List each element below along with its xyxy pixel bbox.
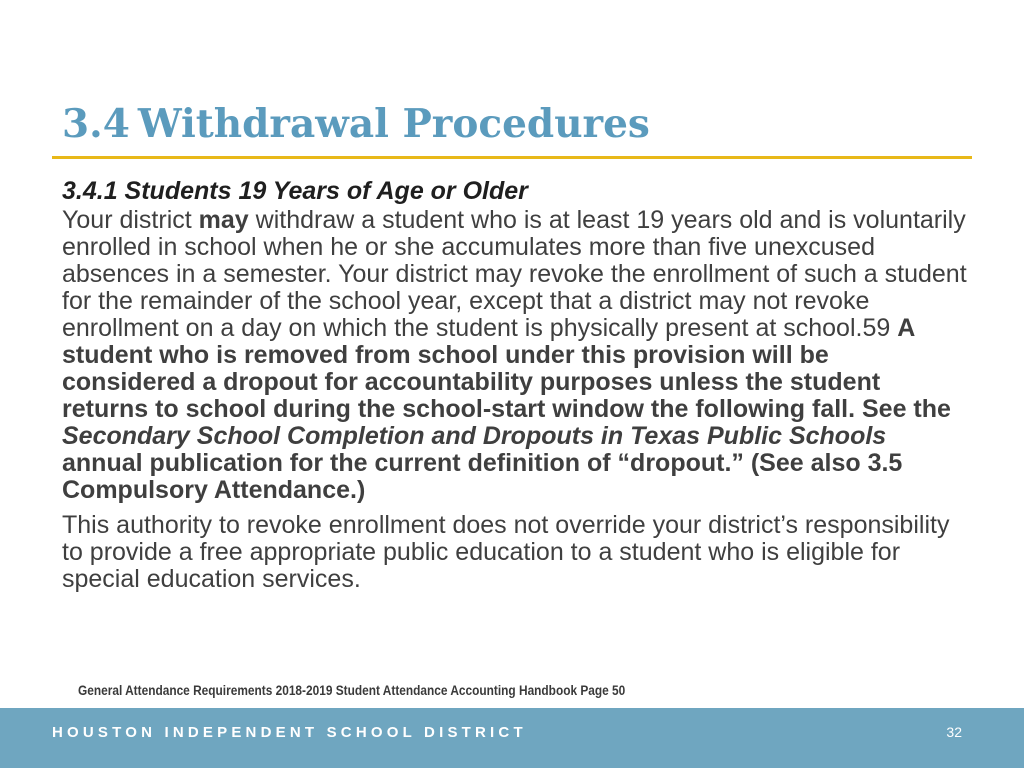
- title-divider: [52, 156, 972, 159]
- organization-name: HOUSTON INDEPENDENT SCHOOL DISTRICT: [52, 724, 527, 741]
- policy-text-2: withdraw a student who is at least 19 years old and is voluntarily enrolled in school when he or she accumulates more than five unexcused absences in a semester. Your district may revoke the enrollment of such a student for the remainder of the school year, except that a district may not revoke enrollment on a day on which the student is physically present at school.59: [62, 206, 967, 342]
- slide-title: [62, 98, 650, 150]
- title-text: Withdrawal Procedures: [137, 101, 650, 147]
- subsection-heading: 3.4.1 Students 19 Years of Age or Older: [62, 177, 528, 205]
- section-number: 3.4: [62, 101, 130, 147]
- policy-dropout-reference: annual publication for the current definition of “dropout.” (See also 3.5 Compulsory Attendance.): [62, 449, 903, 504]
- paragraph-withdrawal-policy: [62, 207, 967, 504]
- policy-text-1: Your district: [62, 206, 199, 234]
- paragraph-fape-note: This authority to revoke enrollment does not override your district’s responsibility to provide a free appropriate public education to a student who is eligible for special education services.: [62, 511, 950, 593]
- policy-emphasis-may: may: [198, 206, 249, 234]
- source-footnote: General Attendance Requirements 2018-2019 Student Attendance Accounting Handbook Page 50: [78, 683, 626, 698]
- publication-title: Secondary School Completion and Dropouts in Texas Public Schools: [62, 422, 887, 450]
- slide-body: [62, 178, 967, 593]
- page-number: 32: [946, 724, 962, 740]
- footer-band: [0, 708, 1024, 768]
- policy-dropout-statement: A student who is removed from school under this provision will be considered a dropout for accountability purposes unless the student returns to school during the school-start window the following fall. See the: [62, 314, 951, 423]
